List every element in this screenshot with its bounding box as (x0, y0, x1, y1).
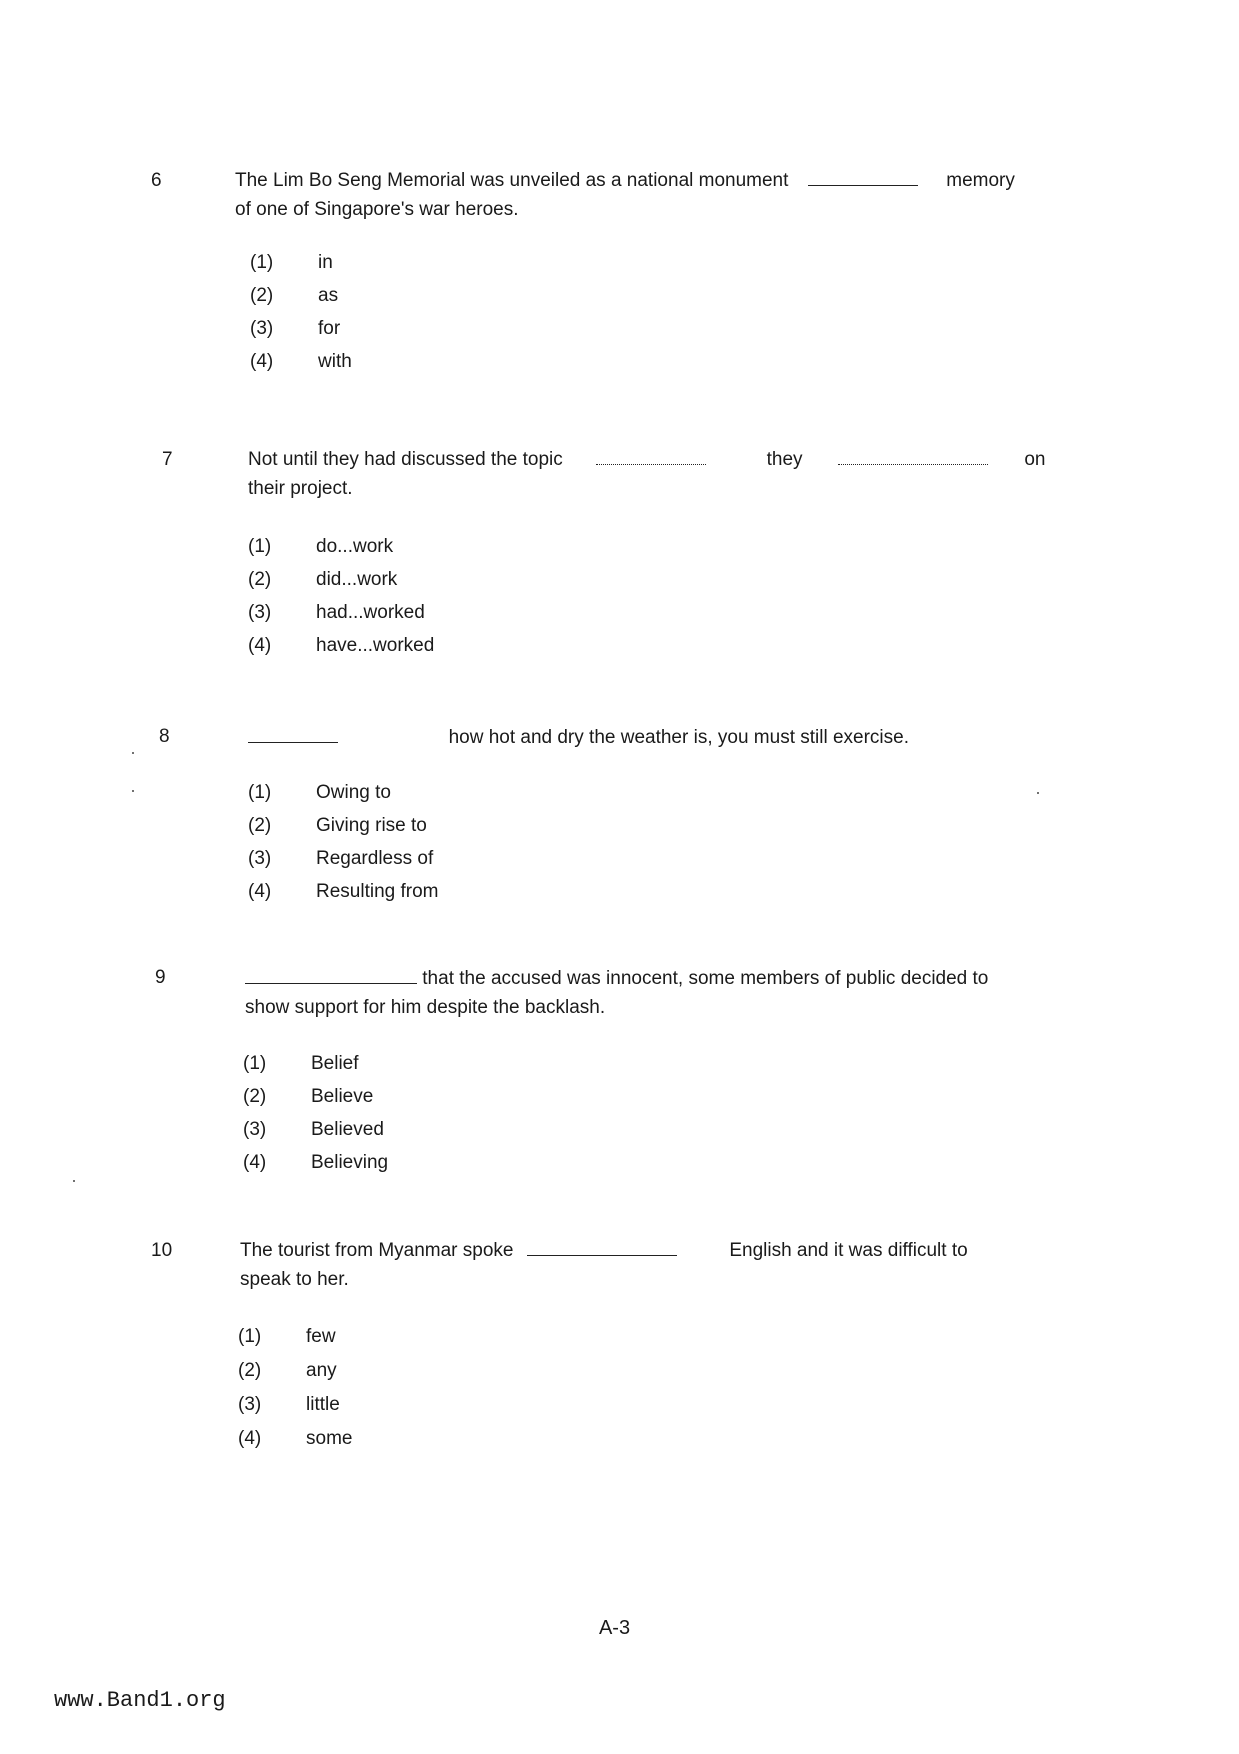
answer-blank (527, 1237, 677, 1256)
scan-speck (1037, 792, 1039, 794)
answer-blank (248, 724, 338, 743)
scan-speck (132, 790, 134, 792)
question-number: 8 (159, 726, 170, 747)
answer-blank (245, 965, 417, 984)
answer-blank (808, 167, 918, 186)
scan-speck (73, 1180, 75, 1182)
question-number: 9 (155, 967, 166, 988)
website-watermark: www.Band1.org (54, 1688, 226, 1713)
question-stem: how hot and dry the weather is, you must still exercise. (248, 723, 1148, 752)
question-number: 6 (151, 170, 162, 191)
question-number: 7 (162, 449, 173, 470)
question-stem: that the accused was innocent, some members of public decided to show support for him despite the backlash. (245, 964, 1145, 1022)
question-stem: The tourist from Myanmar spoke English and it was difficult to speak to her. (240, 1236, 1140, 1294)
question-stem: Not until they had discussed the topic they on their project. (248, 445, 1148, 503)
page-number: A-3 (598, 1617, 631, 1639)
question-number: 10 (151, 1240, 173, 1261)
scan-speck (132, 752, 134, 754)
answer-blank (838, 446, 988, 465)
answer-blank (596, 446, 706, 465)
question-stem: The Lim Bo Seng Memorial was unveiled as a national monument memory of one of Singapore's war heroes. (235, 166, 1135, 224)
